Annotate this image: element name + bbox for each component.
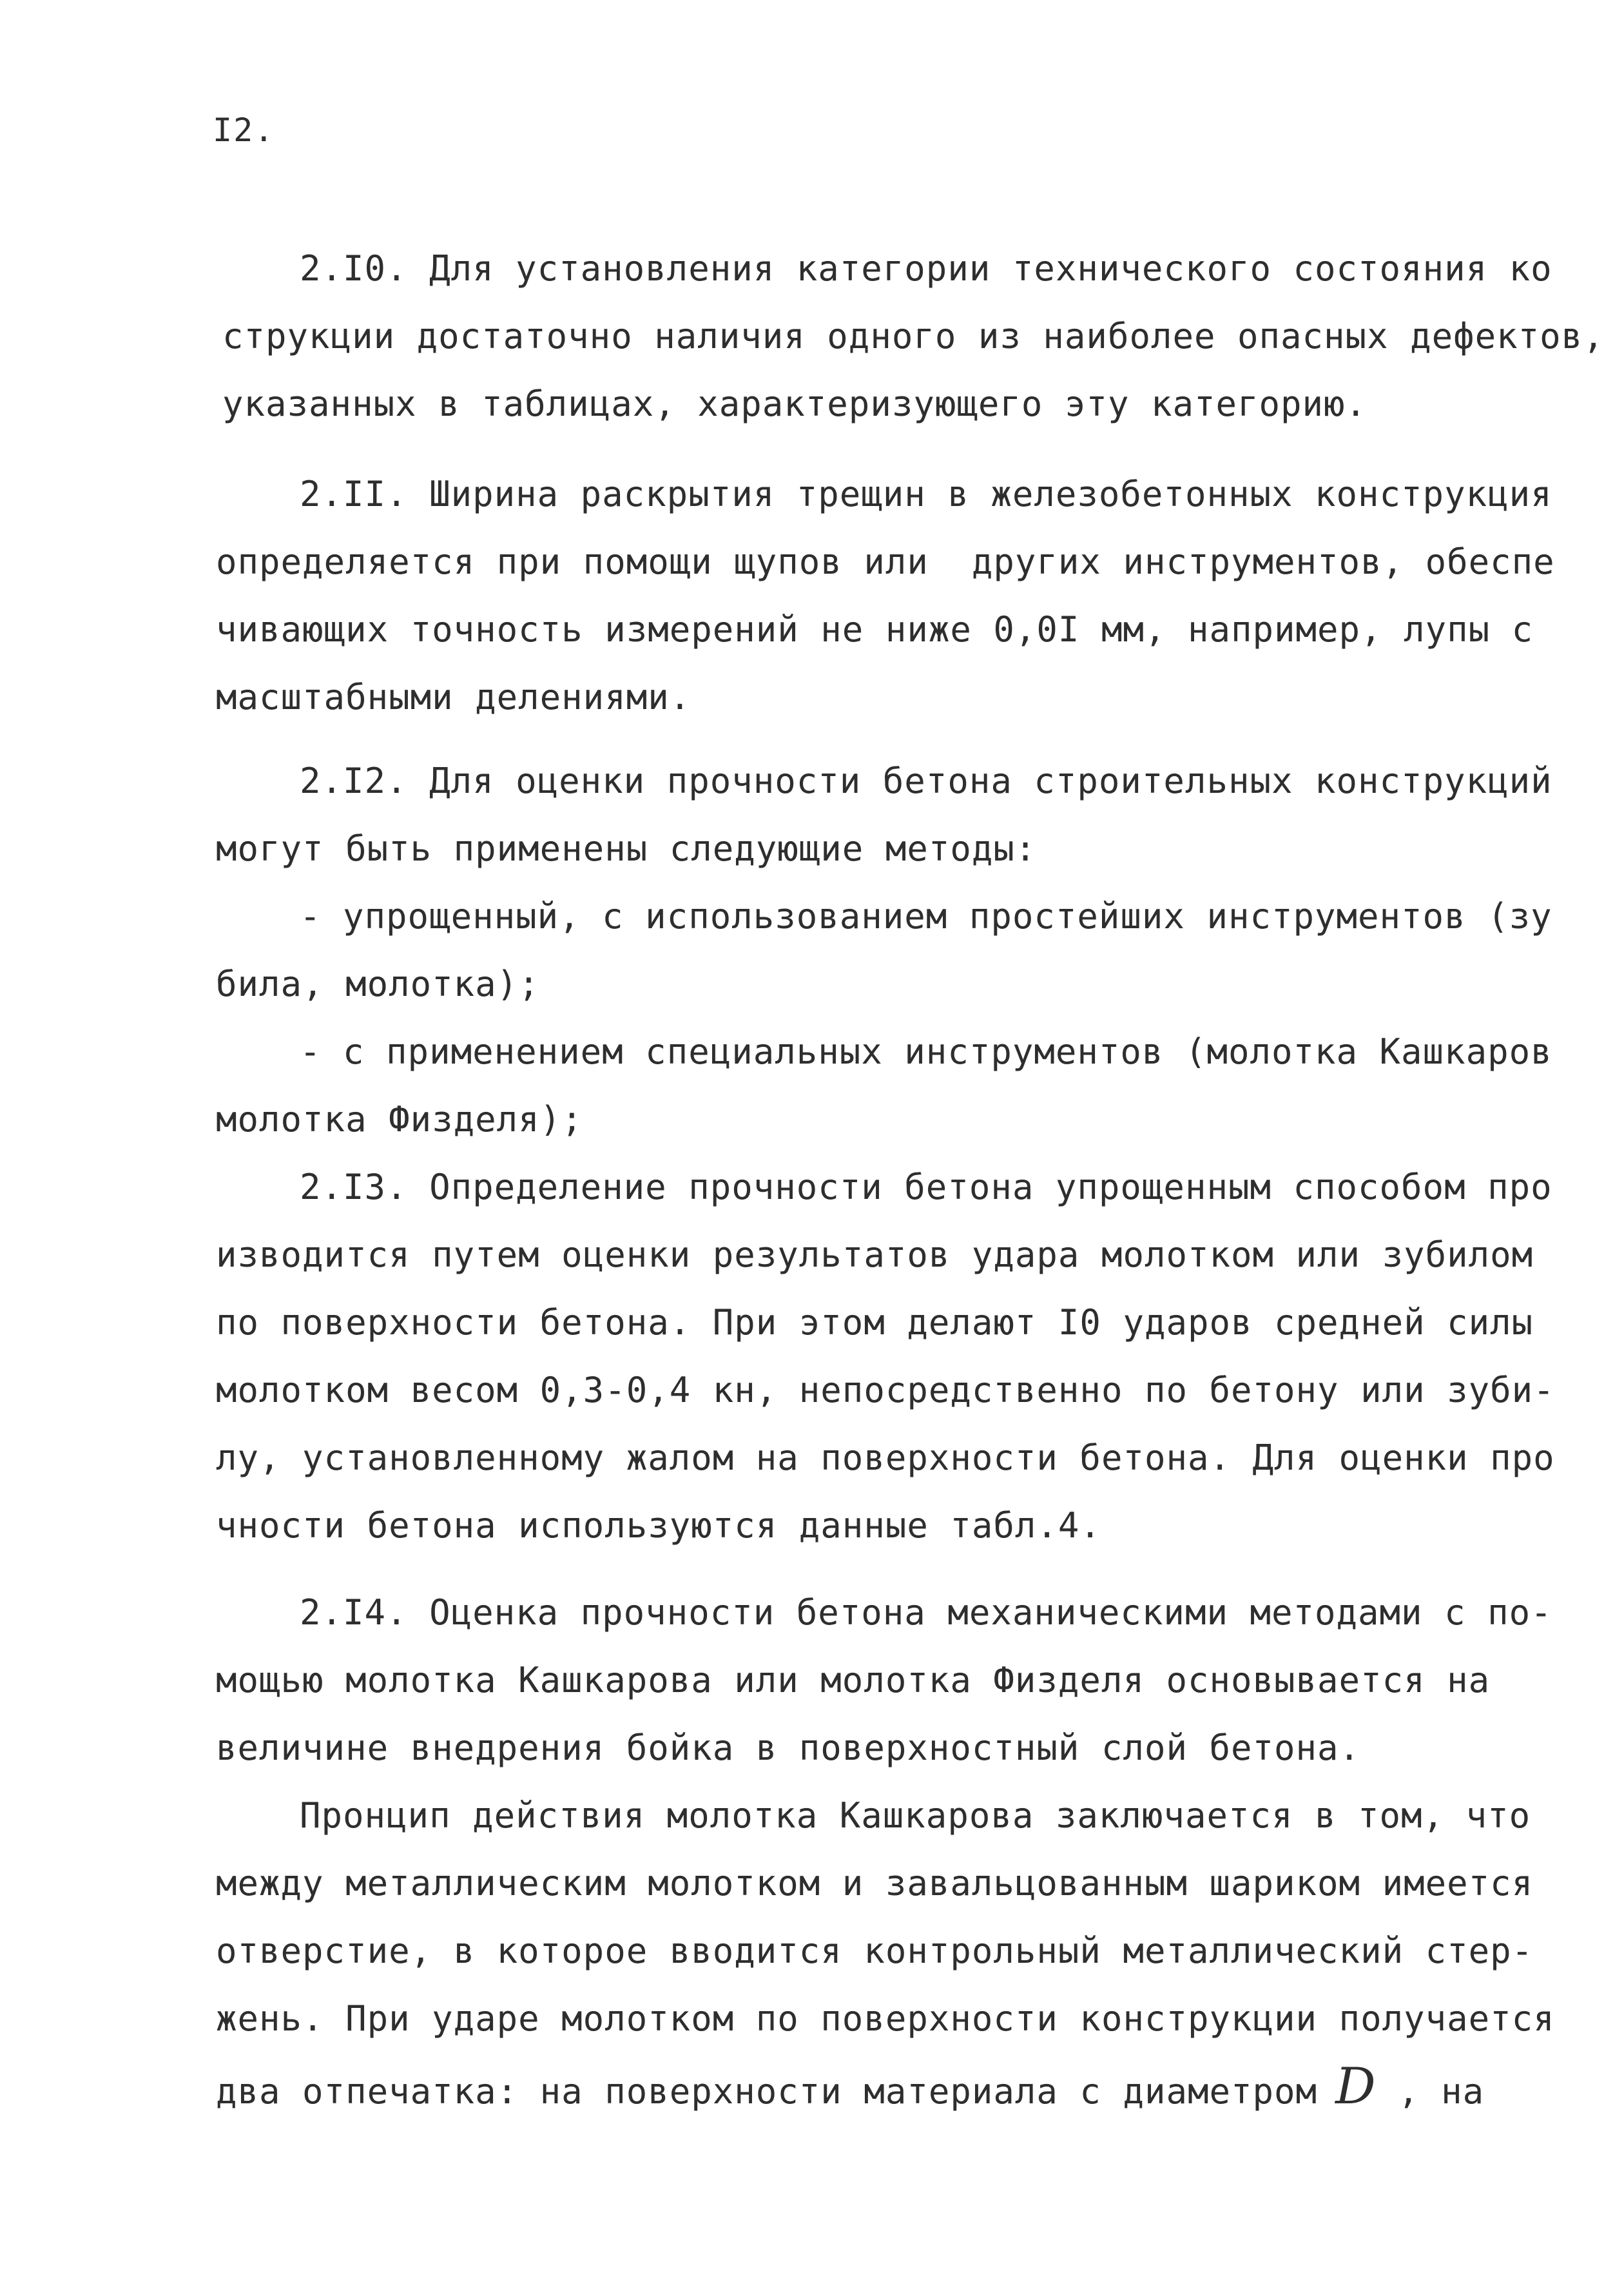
- paragraph-2-13-line-4: молотком весом 0,3-0,4 кн, непосредственно по бетону или зуби-: [216, 1370, 1555, 1410]
- list-item-simplified-line-2: била, молотка);: [216, 964, 540, 1004]
- paragraph-2-11-line-2: определяется при помощи щупов или других инструментов, обеспе: [216, 541, 1555, 582]
- paragraph-2-13-line-1: 2.I3. Определение прочности бетона упрощенным способом про: [300, 1167, 1552, 1207]
- paragraph-2-13-line-2: изводится путем оценки результатов удара молотком или зубилом: [216, 1234, 1534, 1275]
- paragraph-2-10-line-1: 2.I0. Для установления категории технического состояния ко: [300, 248, 1552, 289]
- paragraph-2-11-line-4: масштабными делениями.: [216, 677, 691, 717]
- page-number: I2.: [213, 112, 275, 149]
- paragraph-principle-line-5: [216, 2058, 1485, 2116]
- paragraph-principle-line-1: Пронцип действия молотка Кашкарова заключается в том, что: [300, 1795, 1531, 1836]
- paragraph-principle-line-4: жень. При ударе молотком по поверхности конструкции получается: [216, 1998, 1555, 2039]
- paragraph-2-14-line-2: мощью молотка Кашкарова или молотка Физделя основывается на: [216, 1660, 1491, 1700]
- paragraph-principle-line-5-tail: , на: [1376, 2071, 1485, 2112]
- paragraph-2-13-line-3: по поверхности бетона. При этом делают I0 ударов средней силы: [216, 1302, 1534, 1343]
- paragraph-2-11-line-3: чивающих точность измерений не ниже 0,0I мм, например, лупы с: [216, 609, 1534, 650]
- diameter-symbol: D: [1335, 2058, 1377, 2116]
- paragraph-2-13-line-5: лу, установленному жалом на поверхности бетона. Для оценки про: [216, 1437, 1555, 1478]
- paragraph-principle-line-3: отверстие, в которое вводится контрольный металлический стер-: [216, 1931, 1534, 1971]
- list-item-simplified-line-1: - упрощенный, с использованием простейших инструментов (зу: [300, 896, 1552, 937]
- paragraph-principle-line-2: между металлическим молотком и завальцованным шариком имеется: [216, 1863, 1534, 1903]
- paragraph-2-10-line-3: указанных в таблицах, характеризующего эту категорию.: [222, 384, 1368, 424]
- paragraph-2-14-line-3: величине внедрения бойка в поверхностный слой бетона.: [216, 1728, 1361, 1768]
- paragraph-principle-line-5-text: два отпечатка: на поверхности материала с диаметром: [216, 2071, 1318, 2112]
- list-item-special-line-2: молотка Физделя);: [216, 1099, 583, 1140]
- paragraph-2-10-line-2: струкции достаточно наличия одного из наиболее опасных дефектов,: [222, 316, 1605, 356]
- list-item-special-line-1: - с применением специальных инструментов (молотка Кашкаров: [300, 1031, 1552, 1072]
- paragraph-2-12-line-2: могут быть применены следующие методы:: [216, 828, 1037, 869]
- paragraph-2-12-line-1: 2.I2. Для оценки прочности бетона строительных конструкций: [300, 761, 1552, 801]
- paragraph-2-14-line-1: 2.I4. Оценка прочности бетона механическими методами с по-: [300, 1592, 1552, 1633]
- paragraph-2-13-line-6: чности бетона используются данные табл.4.: [216, 1505, 1101, 1546]
- paragraph-2-11-line-1: 2.II. Ширина раскрытия трещин в железобетонных конструкция: [300, 474, 1552, 514]
